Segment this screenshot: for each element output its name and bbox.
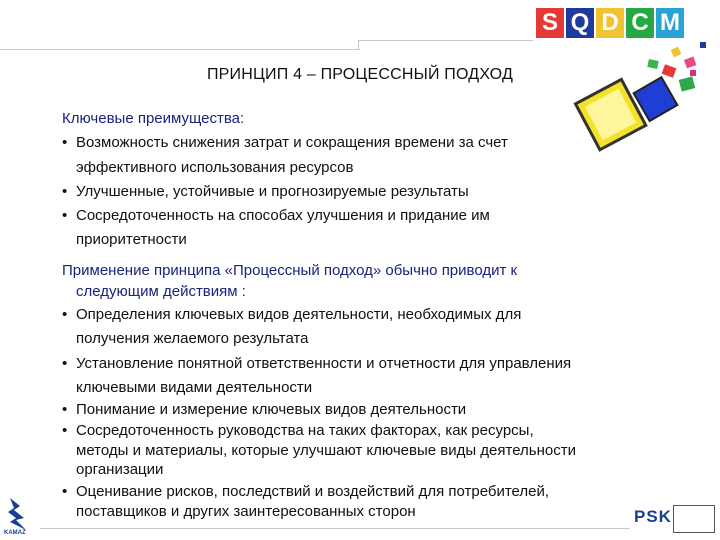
sqdcm-tile-q: Q [566,8,594,38]
application-heading: Применение принципа «Процессный подход» обычно приводит к [62,262,518,279]
application-item-4-cont: методы и материалы, которые улучшают ключевые виды деятельности [76,442,576,459]
kamaz-logo-icon [6,496,30,532]
header-rule-step [358,40,359,50]
sqdcm-tile-d: D [596,8,624,38]
footer-rule [40,528,630,529]
application-item-3: • Понимание и измерение ключевых видов деятельности [62,401,467,418]
advantage-item-2: • Улучшенные, устойчивые и прогнозируемые результаты [62,183,469,200]
application-item-1: • Определения ключевых видов деятельности, необходимых для [62,306,522,323]
sqdcm-tile-c: C [626,8,654,38]
application-item-5-cont: поставщиков и других заинтересованных сторон [76,503,416,520]
header-rule-upper [358,40,533,41]
advantages-heading: Ключевые преимущества: [62,110,245,127]
application-item-1-cont: получения желаемого результата [76,330,309,347]
sqdcm-tile-s: S [536,8,564,38]
psk-mark: PSK [634,507,672,526]
application-item-4: • Сосредоточенность руководства на таких факторах, как ресурсы, [62,422,534,439]
application-item-5: • Оценивание рисков, последствий и воздействий для потребителей, [62,483,550,500]
application-item-2: • Установление понятной ответственности и отчетности для управления [62,355,572,372]
psk-box [673,505,715,533]
advantage-item-3: • Сосредоточенность на способах улучшения и придание им [62,207,490,224]
yellow-square-icon [575,79,645,149]
small-blue-icon [700,42,706,48]
kamaz-logo-text: KAMAZ [4,530,26,536]
application-heading-cont: следующим действиям : [76,283,246,300]
advantage-item-1: • Возможность снижения затрат и сокращения времени за счет [62,134,508,151]
sqdcm-logo [536,8,684,38]
application-item-2-cont: ключевыми видами деятельности [76,379,313,396]
page-title: ПРИНЦИП 4 – ПРОЦЕССНЫЙ ПОДХОД [206,66,514,83]
advantage-item-1-cont: эффективного использования ресурсов [76,159,354,176]
sqdcm-tile-m: M [656,8,684,38]
application-item-4-cont2: организации [76,461,164,478]
header-rule [0,49,360,50]
advantage-item-3-cont: приоритетности [76,231,187,248]
small-yellow-icon [671,47,682,58]
